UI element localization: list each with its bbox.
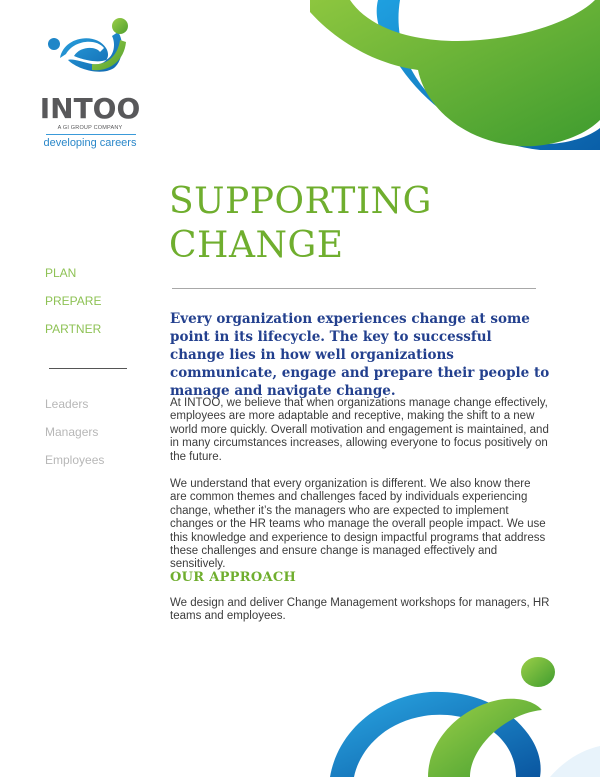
logo-wordmark: INTOO: [39, 92, 141, 125]
body-paragraph-1: At INTOO, we believe that when organizations manage change effectively, employees are more adaptable and receptive, making the shift to a new world more quickly. Overall motivation and engagement is maintained, and in many circumstances increases, allowing everyone to focus positively on the future.: [170, 397, 549, 463]
approach-heading: OUR APPROACH: [170, 570, 297, 585]
sidebar-item-prepare: PREPARE: [45, 294, 102, 308]
logo-divider: [46, 134, 136, 135]
sidebar-item-employees: Employees: [45, 453, 105, 467]
sidebar-item-partner: PARTNER: [45, 322, 102, 336]
approach-paragraph: We design and deliver Change Management workshops for managers, HR teams and employees.: [170, 597, 550, 623]
page-title: [169, 180, 469, 268]
body-paragraph-2: We understand that every organization is different. We also know there are common themes and challenges faced by individuals experiencing change, whether it’s the managers who are expected to implement changes or the HR teams who manage the overall people impact. We use this knowledge and experience to design impactful programs that address these challenges and ensure change is managed effectively and sensitively.: [170, 478, 546, 571]
swoosh-bottom-graphic: [320, 650, 600, 777]
lead-paragraph: Every organization experiences change at some point in its lifecycle. The key to successful change lies in how well organizations communicate, engage and prepare their people to manage and navigate change.: [170, 311, 550, 399]
sidebar-item-leaders: Leaders: [45, 397, 89, 411]
sidebar-item-plan: PLAN: [45, 266, 77, 280]
sidebar-secondary-list: [45, 397, 104, 481]
swoosh-top-graphic: [310, 0, 600, 150]
sidebar-divider: [49, 368, 127, 369]
sidebar-item-managers: Managers: [45, 425, 99, 439]
page-title-line-2: CHANGE: [169, 225, 344, 266]
title-divider: [172, 288, 536, 289]
sidebar-primary-list: [45, 266, 101, 350]
page-title-line-1: SUPPORTING: [169, 181, 432, 222]
intoo-swirl-logo-icon: [46, 18, 132, 90]
logo-tagline: developing careers: [43, 137, 137, 149]
logo-subtitle: A GI GROUP COMPANY: [57, 125, 123, 131]
